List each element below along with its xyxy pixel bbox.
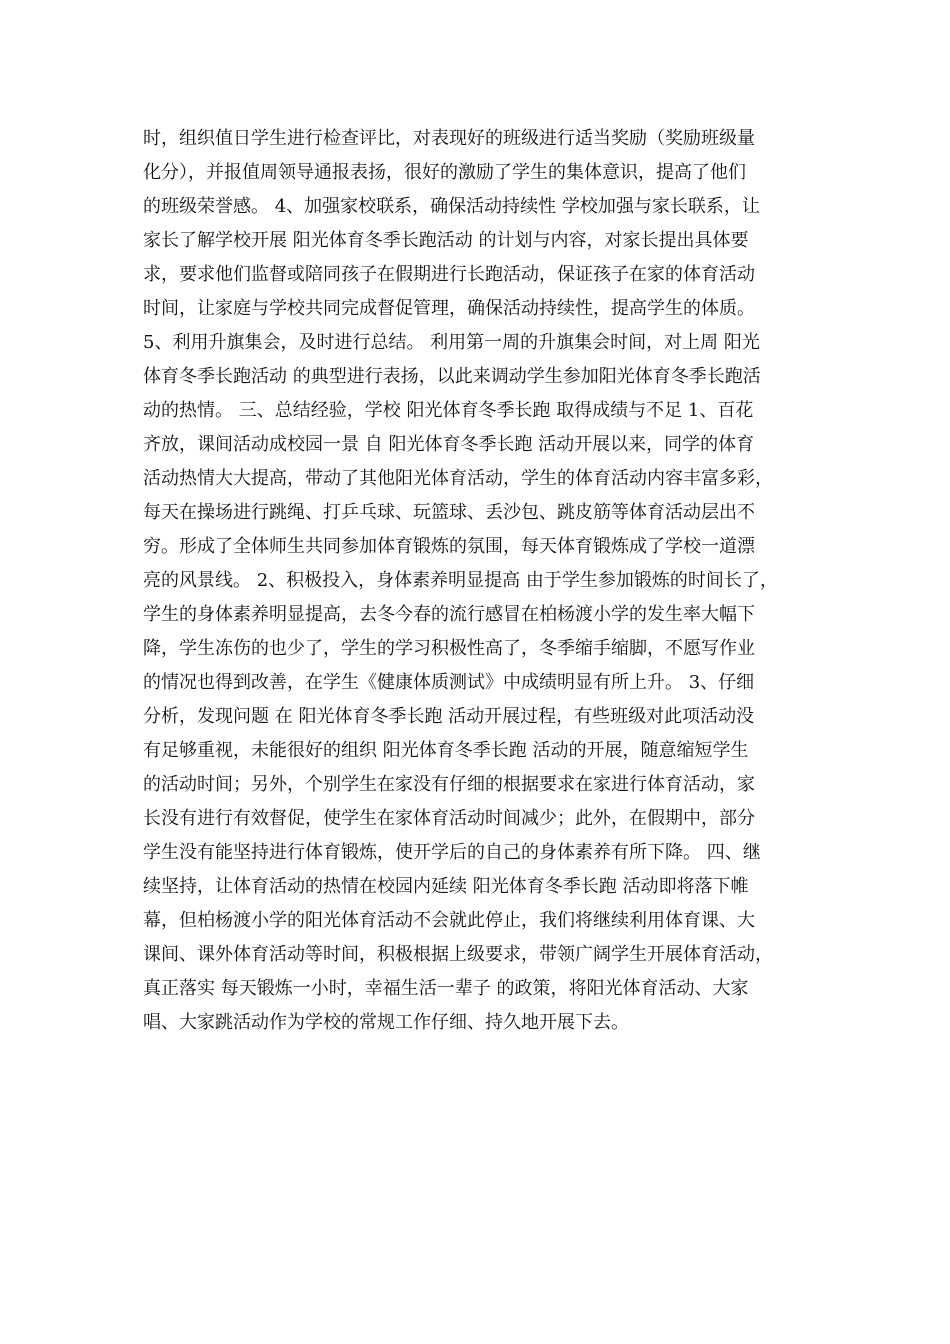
text-line-21: 长没有进行有效督促，使学生在家体育活动时间减少；此外，在假期中，部分	[143, 808, 755, 829]
text-line-7: 5、利用升旗集会，及时进行总结。 利用第一周的升旗集会时间，对上周 阳光	[143, 332, 760, 353]
text-line-4: 家长了解学校开展 阳光体育冬季长跑活动 的计划与内容，对家长提出具体要	[143, 230, 749, 251]
text-line-24: 幕，但柏杨渡小学的阳光体育活动不会就此停止，我们将继续利用体育课、大	[143, 910, 755, 931]
text-line-2: 化分），并报值周领导通报表扬，很好的激励了学生的集体意识，提高了他们	[143, 162, 746, 183]
text-line-22: 学生没有能坚持进行体育锻炼，使开学后的自己的身体素养有所下降。 四、继	[143, 842, 761, 863]
text-line-13: 穷。形成了全体师生共同参加体育锻炼的氛围，每天体育锻炼成了学校一道漂	[143, 536, 755, 557]
text-line-19: 有足够重视，未能很好的组织 阳光体育冬季长跑 活动的开展，随意缩短学生	[143, 740, 749, 761]
text-line-12: 每天在操场进行跳绳、打乒乓球、玩篮球、丢沙包、跳皮筋等体育活动层出不	[143, 502, 755, 523]
text-line-3: 的班级荣誉感。 4、加强家校联系，确保活动持续性 学校加强与家长联系，让	[143, 196, 760, 217]
text-line-5: 求，要求他们监督或陪同孩子在假期进行长跑活动，保证孩子在家的体育活动	[143, 264, 755, 285]
text-line-14: 亮的风景线。 2、积极投入，身体素养明显提高 由于学生参加锻炼的时间长了，	[143, 570, 778, 591]
text-line-18: 分析，发现问题 在 阳光体育冬季长跑 活动开展过程，有些班级对此项活动没	[143, 706, 755, 727]
text-line-20: 的活动时间；另外，个别学生在家没有仔细的根据要求在家进行体育活动，家	[143, 774, 755, 795]
text-line-11: 活动热情大大提高，带动了其他阳光体育活动，学生的体育活动内容丰富多彩，	[143, 468, 773, 489]
text-line-17: 的情况也得到改善，在学生《健康体质测试》中成绩明显有所上升。 3、仔细	[143, 672, 755, 693]
text-line-26: 真正落实 每天锻炼一小时，幸福生活一辈子 的政策，将阳光体育活动、大家	[143, 978, 749, 999]
body-text	[143, 122, 823, 1040]
text-line-9: 动的热情。 三、总结经验，学校 阳光体育冬季长跑 取得成绩与不足 1、百花	[143, 400, 754, 421]
text-line-6: 时间，让家庭与学校共同完成督促管理，确保活动持续性，提高学生的体质。	[143, 298, 755, 319]
text-line-25: 课间、课外体育活动等时间，积极根据上级要求，带领广阔学生开展体育活动，	[143, 944, 773, 965]
text-line-10: 齐放，课间活动成校园一景 自 阳光体育冬季长跑 活动开展以来，同学的体育	[143, 434, 755, 455]
text-line-15: 学生的身体素养明显提高，去冬今春的流行感冒在柏杨渡小学的发生率大幅下	[143, 604, 755, 625]
text-line-16: 降，学生冻伤的也少了，学生的学习积极性高了，冬季缩手缩脚，不愿写作业	[143, 638, 755, 659]
text-line-23: 续坚持，让体育活动的热情在校园内延续 阳光体育冬季长跑 活动即将落下帷	[143, 876, 749, 897]
text-line-8: 体育冬季长跑活动 的典型进行表扬，以此来调动学生参加阳光体育冬季长跑活	[143, 366, 761, 387]
text-line-1: 时，组织值日学生进行检查评比，对表现好的班级进行适当奖励（奖励班级量	[143, 128, 755, 149]
text-line-27: 唱、大家跳活动作为学校的常规工作仔细、持久地开展下去。	[143, 1012, 629, 1033]
